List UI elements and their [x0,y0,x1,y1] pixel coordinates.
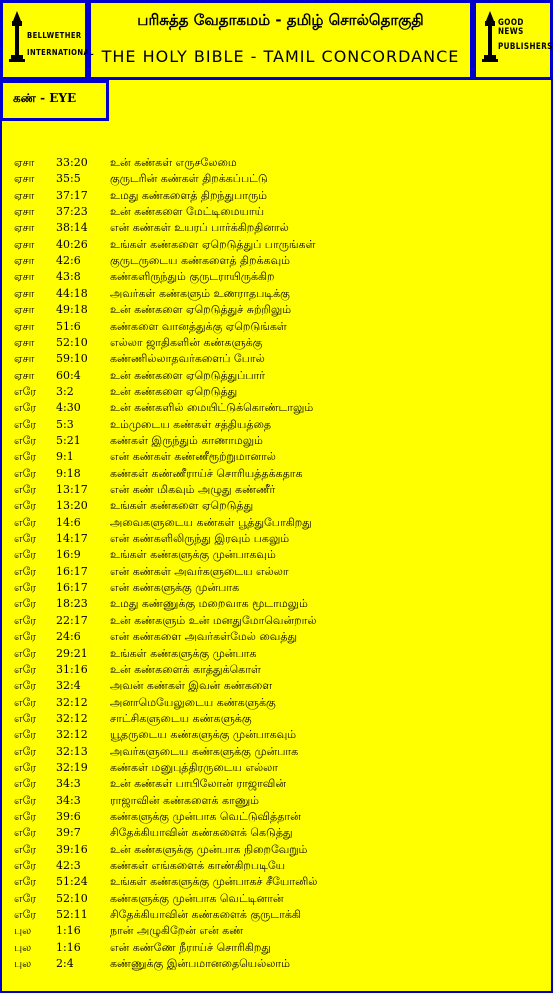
verse-snippet: சாட்சிகளுடைய கண்களுக்கு [110,711,252,725]
verse-snippet: உன் கண்களைக் காத்துக்கொள் [110,662,261,676]
book-abbrev: எரே [14,613,37,627]
list-item [0,417,553,433]
verse-reference: 13:20 [56,499,88,513]
list-item [0,188,553,204]
list-item [0,825,553,841]
book-abbrev: எரே [14,662,37,676]
book-abbrev: ஏசா [14,205,35,219]
verse-reference: 34:3 [56,777,81,791]
book-abbrev: புல [14,957,32,971]
verse-reference: 42:6 [56,254,81,268]
good-news-logo [473,0,553,80]
list-item [0,384,553,400]
verse-reference: 2:4 [56,957,74,971]
verse-reference: 32:13 [56,744,88,758]
list-item [0,629,553,645]
book-abbrev: ஏசா [14,352,35,366]
verse-snippet: கண்கள் எங்களைக் காண்கிறபடியே [110,859,286,873]
verse-reference: 31:16 [56,662,88,676]
logo-line1: GOOD NEWS [498,18,524,37]
verse-reference: 1:16 [56,940,81,954]
verse-snippet: கண்ணுக்கு இன்பமானதையெல்லாம் [110,957,290,971]
verse-reference: 9:1 [56,450,74,464]
verse-reference: 37:17 [56,188,88,202]
book-abbrev: எரே [14,532,37,546]
verse-reference: 39:6 [56,810,81,823]
verse-reference: 35:5 [56,172,81,186]
verse-reference: 37:23 [56,205,88,219]
list-item [0,711,553,727]
list-item [0,580,553,596]
verse-snippet: அவைகளுடைய கண்கள் பூத்துபோகிறது [110,515,312,529]
verse-snippet: என் கண்ணே நீராய்ச் சொரிகிறது [110,940,271,954]
book-abbrev: எரே [14,417,37,431]
book-abbrev: எரே [14,564,37,578]
list-item [0,220,553,236]
verse-reference: 44:18 [56,286,88,300]
verse-snippet: நான் அழுகிறேன் என் கண் [110,924,244,938]
verse-snippet: உன் கண்களை மேட்டிமையாய் [110,205,265,219]
list-item [0,482,553,498]
verse-reference: 33:20 [56,156,88,169]
list-item [0,498,553,514]
title-tamil: பரிசுத்த வேதாகமம் - தமிழ் சொல்தொகுதி [137,11,424,29]
title-box [88,0,473,80]
book-abbrev: எரே [14,483,37,496]
book-abbrev: புல [14,924,32,938]
verse-snippet: உங்கள் கண்களுக்கு முன்பாகச் சீயோனில் [110,875,318,889]
tower-icon [476,3,550,77]
verse-reference: 60:4 [56,368,81,382]
verse-reference: 13:17 [56,483,88,496]
book-abbrev: எரே [14,744,37,758]
verse-reference: 38:14 [56,221,88,235]
verse-snippet: என் கண் மிகவும் அழுது கண்ணீர் [110,483,276,496]
verse-snippet: என் கண்கள் கண்ணீரூற்றுமானால் [110,450,276,464]
title-english: THE HOLY BIBLE - TAMIL CONCORDANCE [101,47,460,66]
list-item [0,368,553,384]
verse-reference: 4:30 [56,401,81,415]
verse-snippet: அவர்களுடைய கண்களுக்கு முன்பாக [110,744,299,758]
list-item [0,940,553,956]
verse-snippet: சிதேக்கியாவின் கண்களைக் குருடாக்கி [110,908,301,922]
list-item [0,253,553,269]
verse-reference: 9:18 [56,466,81,480]
verse-reference: 18:23 [56,597,88,611]
verse-reference: 24:6 [56,630,81,644]
verse-reference: 3:2 [56,384,74,398]
book-abbrev: எரே [14,466,37,480]
verse-reference: 1:16 [56,924,81,938]
list-item [0,204,553,220]
book-abbrev: எரே [14,450,37,464]
verse-snippet: என் கண்களை அவர்கள்மேல் வைத்து [110,630,298,644]
verse-snippet: உன் கண்களை ஏறெடுத்துச் சுற்றிலும் [110,303,292,317]
verse-snippet: உன் கண்கள் பாபிலோன் ராஜாவின் [110,777,286,791]
verse-snippet: யூதருடைய கண்களுக்கு முன்பாகவும் [110,728,297,742]
book-abbrev: எரே [14,891,37,905]
list-item [0,858,553,874]
book-abbrev: எரே [14,728,37,742]
verse-reference: 14:6 [56,515,81,529]
verse-reference: 52:10 [56,335,88,349]
book-abbrev: எரே [14,630,37,644]
verse-snippet: கண்களுக்கு முன்பாக வெட்டுவித்தான் [110,810,301,823]
verse-reference: 34:3 [56,793,81,807]
verse-snippet: கண்கள் கண்ணீராய்ச் சொரியத்தக்கதாக [110,466,303,480]
list-item [0,449,553,465]
list-item [0,564,553,580]
verse-snippet: கண்ணில்லாதவர்களைப் போல் [110,352,265,366]
verse-snippet: உங்கள் கண்களுக்கு முன்பாகவும் [110,548,276,562]
verse-snippet: உன் கண்களில் மையிட்டுக்கொண்டாலும் [110,401,314,415]
verse-snippet: கண்களை வானத்துக்கு ஏறெடுங்கள் [110,319,287,333]
verse-snippet: உங்கள் கண்களை ஏறெடுத்து [110,499,254,513]
header [0,0,553,80]
list-item [0,596,553,612]
book-abbrev: எரே [14,401,37,415]
book-abbrev: எரே [14,597,37,611]
list-item [0,744,553,760]
verse-snippet: என் கண்களுக்கு முன்பாக [110,581,240,595]
book-abbrev: எரே [14,646,37,660]
list-item [0,286,553,302]
book-abbrev: எரே [14,581,37,595]
logo-line1: BELLWETHER [27,31,82,40]
book-abbrev: ஏசா [14,254,35,268]
book-abbrev: ஏசா [14,172,35,186]
book-abbrev: ஏசா [14,270,35,284]
list-item [0,547,553,563]
logo-line2: INTERNATIONAL [27,48,94,57]
book-abbrev: எரே [14,826,37,840]
headword: கண் - EYE [13,91,77,105]
verse-reference: 5:3 [56,417,74,431]
verse-reference: 5:21 [56,433,81,447]
list-item [0,433,553,449]
book-abbrev: எரே [14,515,37,529]
verse-reference: 49:18 [56,303,88,317]
verse-snippet: உம்முடைய கண்கள் சத்தியத்தை [110,417,272,431]
book-abbrev: எரே [14,810,37,823]
verse-snippet: கண்களுக்கு முன்பாக வெட்டினான் [110,891,284,905]
verse-reference: 52:11 [56,908,88,922]
list-item [0,335,553,351]
verse-reference: 14:17 [56,532,88,546]
list-item [0,531,553,547]
verse-snippet: உன் கண்களை ஏறெடுத்து [110,384,238,398]
book-abbrev: எரே [14,859,37,873]
list-item [0,400,553,416]
book-abbrev: ஏசா [14,286,35,300]
list-item [0,809,553,825]
bellwether-logo [0,0,94,80]
list-item [0,466,553,482]
book-abbrev: எரே [14,793,37,807]
verse-snippet: அனாமெயேலுடைய கண்களுக்கு [110,695,276,709]
book-abbrev: எரே [14,777,37,791]
verse-snippet: கண்களிருந்தும் குருடராயிருக்கிற [110,270,275,284]
book-abbrev: ஏசா [14,368,35,382]
book-abbrev: எரே [14,695,37,709]
book-abbrev: ஏசா [14,156,35,169]
verse-reference: 29:21 [56,646,88,660]
verse-reference: 51:24 [56,875,88,889]
verse-snippet: கண்கள் இருந்தும் காணாமலும் [110,433,263,447]
book-abbrev: எரே [14,842,37,856]
book-abbrev: எரே [14,499,37,513]
verse-reference: 32:4 [56,679,81,693]
book-abbrev: ஏசா [14,303,35,317]
verse-reference: 39:7 [56,826,81,840]
book-abbrev: ஏசா [14,188,35,202]
verse-snippet: உன் கண்களும் உன் மனதுமோவென்றால் [110,613,317,627]
list-item [0,302,553,318]
list-item [0,662,553,678]
verse-reference: 32:19 [56,760,88,774]
verse-reference: 39:16 [56,842,88,856]
book-abbrev: எரே [14,908,37,922]
verse-reference: 40:26 [56,237,88,251]
headword-box [0,80,109,121]
list-item [0,760,553,776]
list-item [0,646,553,662]
verse-reference: 52:10 [56,891,88,905]
verse-snippet: என் கண்களிலிருந்து இரவும் பகலும் [110,532,290,546]
book-abbrev: எரே [14,548,37,562]
book-abbrev: எரே [14,711,37,725]
list-item [0,923,553,939]
book-abbrev: புல [14,940,32,954]
book-abbrev: எரே [14,433,37,447]
verse-snippet: சிதேக்கியாவின் கண்களைக் கெடுத்து [110,826,293,840]
tower-icon [3,3,85,77]
verse-reference: 22:17 [56,613,88,627]
verse-snippet: அவர்கள் கண்களும் உணராதபடிக்கு [110,286,290,300]
list-item [0,515,553,531]
list-item [0,874,553,890]
list-item [0,891,553,907]
list-item [0,319,553,335]
book-abbrev: எரே [14,875,37,889]
book-abbrev: ஏசா [14,319,35,333]
list-item [0,237,553,253]
logo-line2: PUBLISHERS [498,42,553,52]
verse-snippet: குருடரின் கண்கள் திறக்கப்பட்டு [110,172,268,186]
list-item [0,727,553,743]
book-abbrev: எரே [14,760,37,774]
list-item [0,907,553,923]
verse-reference: 16:17 [56,581,88,595]
verse-snippet: என் கண்கள் அவர்களுடைய எல்லா [110,564,289,578]
verse-snippet: எல்லா ஜாதிகளின் கண்களுக்கு [110,335,263,349]
verse-reference: 16:9 [56,548,81,562]
list-item [0,678,553,694]
list-item [0,793,553,809]
list-item [0,842,553,858]
list-item [0,956,553,972]
verse-snippet: கண்கள் மனுபுத்திரருடைய எல்லா [110,760,279,774]
verse-snippet: உமது கண்களைத் திறந்துபாரும் [110,188,268,202]
verse-reference: 43:8 [56,270,81,284]
verse-reference: 42:3 [56,859,81,873]
verse-reference: 32:12 [56,728,88,742]
verse-snippet: அவன் கண்கள் இவன் கண்களை [110,679,273,693]
verse-snippet: உன் கண்களை ஏறெடுத்துப்பார் [110,368,266,382]
verse-reference: 32:12 [56,695,88,709]
list-item [0,155,553,171]
verse-snippet: ராஜாவின் கண்களைக் காணும் [110,793,260,807]
verse-snippet: என் கண்கள் உயரப் பார்க்கிறதினால் [110,221,289,235]
verse-reference: 59:10 [56,352,88,366]
book-abbrev: எரே [14,384,37,398]
list-item [0,613,553,629]
book-abbrev: ஏசா [14,237,35,251]
verse-snippet: உமது கண்ணுக்கு மறைவாக மூடாமலும் [110,597,308,611]
verse-reference: 32:12 [56,711,88,725]
verse-snippet: உன் கண்களுக்கு முன்பாக நிறைவேறும் [110,842,308,856]
list-item [0,269,553,285]
verse-snippet: உங்கள் கண்களுக்கு முன்பாக [110,646,257,660]
list-item [0,351,553,367]
list-item [0,695,553,711]
verse-snippet: உன் கண்கள் எருசலேமை [110,156,237,169]
book-abbrev: எரே [14,679,37,693]
verse-reference: 16:17 [56,564,88,578]
verse-snippet: குருடருடைய கண்களைத் திறக்கவும் [110,254,290,268]
list-item [0,171,553,187]
book-abbrev: ஏசா [14,221,35,235]
book-abbrev: ஏசா [14,335,35,349]
verse-snippet: உங்கள் கண்களை ஏறெடுத்துப் பாருங்கள் [110,237,316,251]
verse-reference: 51:6 [56,319,81,333]
list-item [0,776,553,792]
